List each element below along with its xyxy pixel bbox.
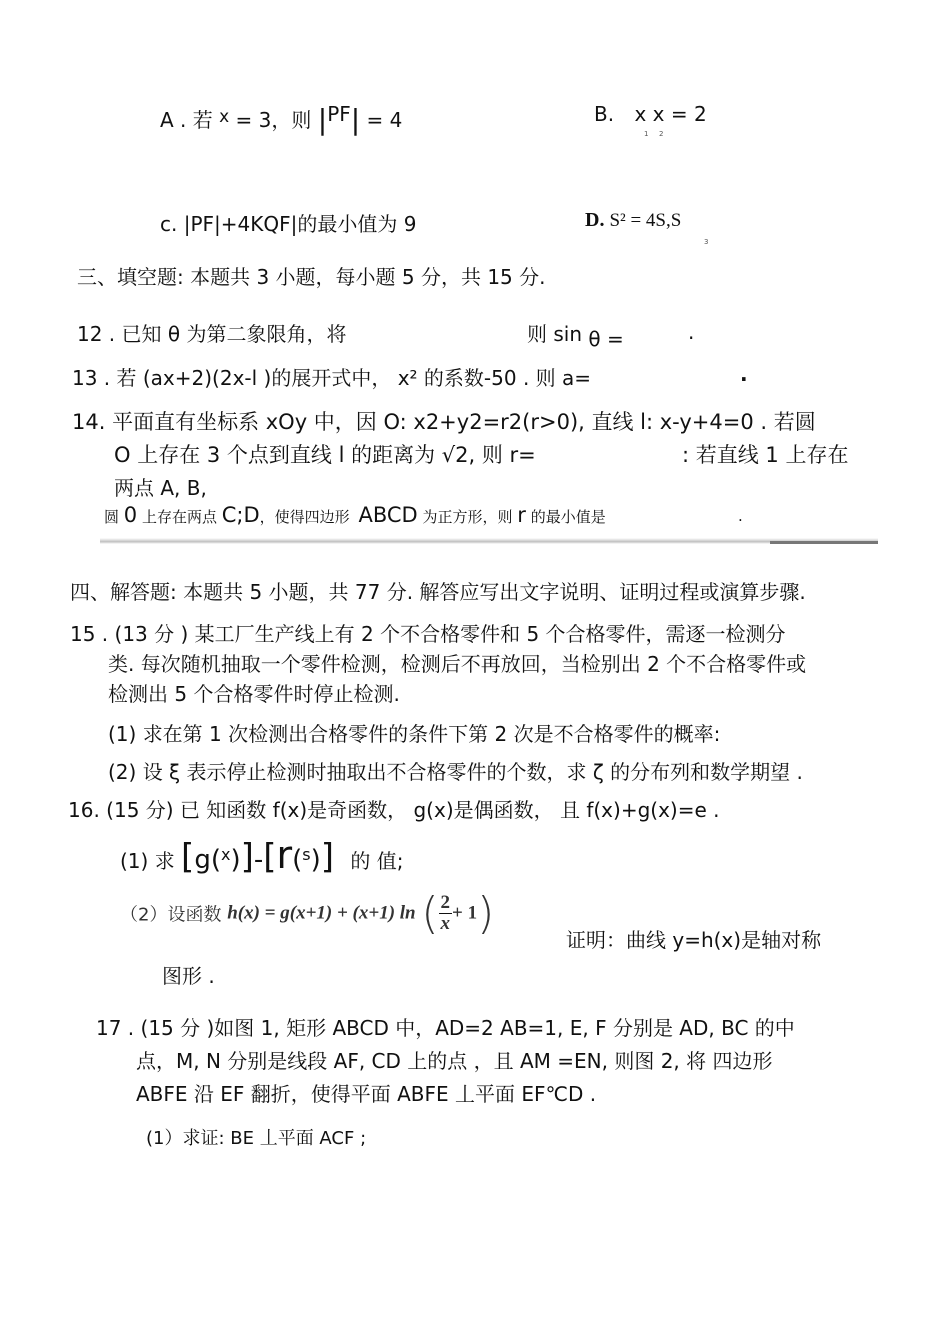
question-14-line-3: 两点 A, B, [114, 476, 207, 500]
option-b-sub2: 2 [659, 130, 664, 138]
option-b-x: x x [634, 102, 665, 126]
q16-s1-s: s [302, 845, 311, 864]
option-b-sub1: 1 [644, 130, 649, 138]
option-b [594, 102, 707, 126]
q16-s1-r: r [276, 833, 293, 877]
question-16-sub-2-tail: 证明：曲线 y=h(x)是轴对称 [566, 928, 822, 952]
q14-l4-p3: 上存在两点 [141, 508, 217, 526]
question-17-line-3: ABFE 沿 EF 翻折，使得平面 ABFE 丄平面 EF℃D . [136, 1082, 597, 1106]
q16-s1-lb1: [ [181, 837, 195, 877]
option-d-sub: 3 [704, 238, 709, 246]
q14-l4-p9: 的最小值是 [530, 508, 606, 526]
q14-l4-p6: ABCD [358, 503, 418, 527]
option-d-label: D. [585, 209, 605, 231]
question-14-line-2b: : 若直线 1 上存在 [682, 443, 849, 467]
question-15-line-1: 15 . (13 分 ) 某工厂生产线上有 2 个不合格零件和 5 个合格零件，需逐一检测分 [70, 622, 786, 646]
option-a-result: = 4 [360, 108, 403, 132]
q16-s2-formula: h(x) = g(x+1) + (x+1) ln [227, 902, 416, 924]
question-16-sub-1 [120, 833, 404, 881]
question-17-line-1: 17 . (15 分 )如图 1, 矩形 ABCD 中，AD=2 AB=1, E, F 分别是 AD, BC 的中 [96, 1016, 795, 1040]
question-15-sub-2: (2) 设 ξ 表示停止检测时抽取出不合格零件的个数，求 ζ 的分布列和数学期望 . [108, 760, 803, 784]
question-15-line-2: 类. 每次随机抽取一个零件检测，检测后不再放回，当检别出 2 个不合格零件或 [108, 652, 807, 676]
option-a-label: A . 若 [160, 108, 213, 132]
q14-l4-p2: 0 [123, 503, 138, 527]
question-12-sin: 则 sin [527, 322, 583, 346]
q14-l4-p1: 圆 [104, 508, 120, 526]
question-17-sub-1: (1）求证: BE 丄平面 ACF ; [146, 1128, 367, 1149]
abs-bar-left: | [317, 103, 328, 136]
q16-s1-rb2: ] [320, 837, 335, 877]
q16-s1-rp1: ) [230, 845, 241, 875]
question-12-theta: θ = [588, 327, 624, 351]
question-15-line-3: 检测出 5 个合格零件时停止检测. [108, 682, 400, 706]
q16-s2-plus-one: + 1 [452, 902, 478, 924]
question-16-sub-2 [120, 888, 494, 948]
q16-s1-rp2: ) [310, 845, 321, 875]
q16-s2-rparen: ) [477, 888, 495, 939]
section-4-heading: 四、解答题: 本题共 5 小题，共 77 分. 解答应写出文字说明、证明过程或演算步骤. [70, 580, 806, 604]
option-a-pf: PF [327, 102, 351, 126]
option-c: c. |PF|+4KQF|的最小值为 9 [160, 212, 417, 236]
q16-s1-lb2: [ [263, 837, 277, 877]
question-13: 13 . 若 (ax+2)(2x-l )的展开式中， x² 的系数-50 . 则 a= [72, 366, 592, 390]
option-a-eq: = 3，则 [229, 108, 312, 132]
question-16-sub-2-line-2: 图形 . [162, 964, 215, 988]
q14-l4-p4: C;D [221, 503, 260, 527]
question-16-line-1: 16. (15 分) 已 知函数 f(x)是奇函数， g(x)是偶函数， 且 f(x)+g(x)=e . [68, 798, 720, 822]
option-d-text: S² = 4S,S [609, 210, 682, 231]
q14-l4-p7: 为正方形，则 [422, 508, 513, 526]
scan-divider [100, 538, 878, 544]
q16-s1-tail: 的 值; [350, 849, 404, 873]
option-a [160, 102, 402, 136]
q14-l4-p8: r [517, 503, 526, 527]
q16-s1-label: (1) 求 [120, 849, 175, 873]
question-17-line-2: 点，M, N 分别是线段 AF, CD 上的点 ，且 AM =EN, 则图 2, 将 四边形 [136, 1049, 773, 1073]
question-13-period: . [740, 362, 748, 386]
q16-s2-label: （2）设函数 [120, 904, 222, 926]
q16-s1-g: g( [194, 845, 221, 875]
option-b-eq: = 2 [670, 102, 707, 126]
question-15-sub-1: (1) 求在第 1 次检测出合格零件的条件下第 2 次是不合格零件的概率: [108, 722, 721, 746]
q16-s2-fraction [439, 893, 453, 934]
scan-divider-end [770, 541, 878, 544]
option-a-x: x [219, 107, 230, 127]
option-d [585, 209, 681, 232]
question-12: 12 . 已知 θ 为第二象限角，将 [77, 322, 347, 346]
question-14-line-2a: O 上存在 3 个点到直线 l 的距离为 √2, 则 r= [114, 443, 536, 467]
q14-l4-period: . [738, 507, 743, 525]
question-14-line-1: 14. 平面直有坐标系 xOy 中，因 O: x2+y2=r2(r>0), 直线 l: x-y+4=0 . 若圆 [72, 410, 816, 434]
q16-s2-den: x [440, 913, 451, 934]
q16-s1-x: x [220, 845, 231, 864]
q16-s2-lparen: ( [421, 888, 439, 939]
q16-s1-lp2: ( [292, 845, 303, 875]
question-12-tail [527, 318, 624, 351]
question-14-line-4 [104, 503, 606, 527]
section-3-heading: 三、填空题: 本题共 3 小题，每小题 5 分，共 15 分. [77, 265, 546, 289]
abs-bar-right: | [350, 103, 361, 136]
option-b-label: B. [594, 102, 615, 126]
question-12-period: . [688, 320, 695, 344]
q14-l4-p5: ，使得四边形 [259, 508, 350, 526]
q16-s1-minus: - [253, 845, 264, 875]
q16-s2-num: 2 [440, 892, 451, 914]
q16-s1-rb1: ] [240, 837, 254, 877]
